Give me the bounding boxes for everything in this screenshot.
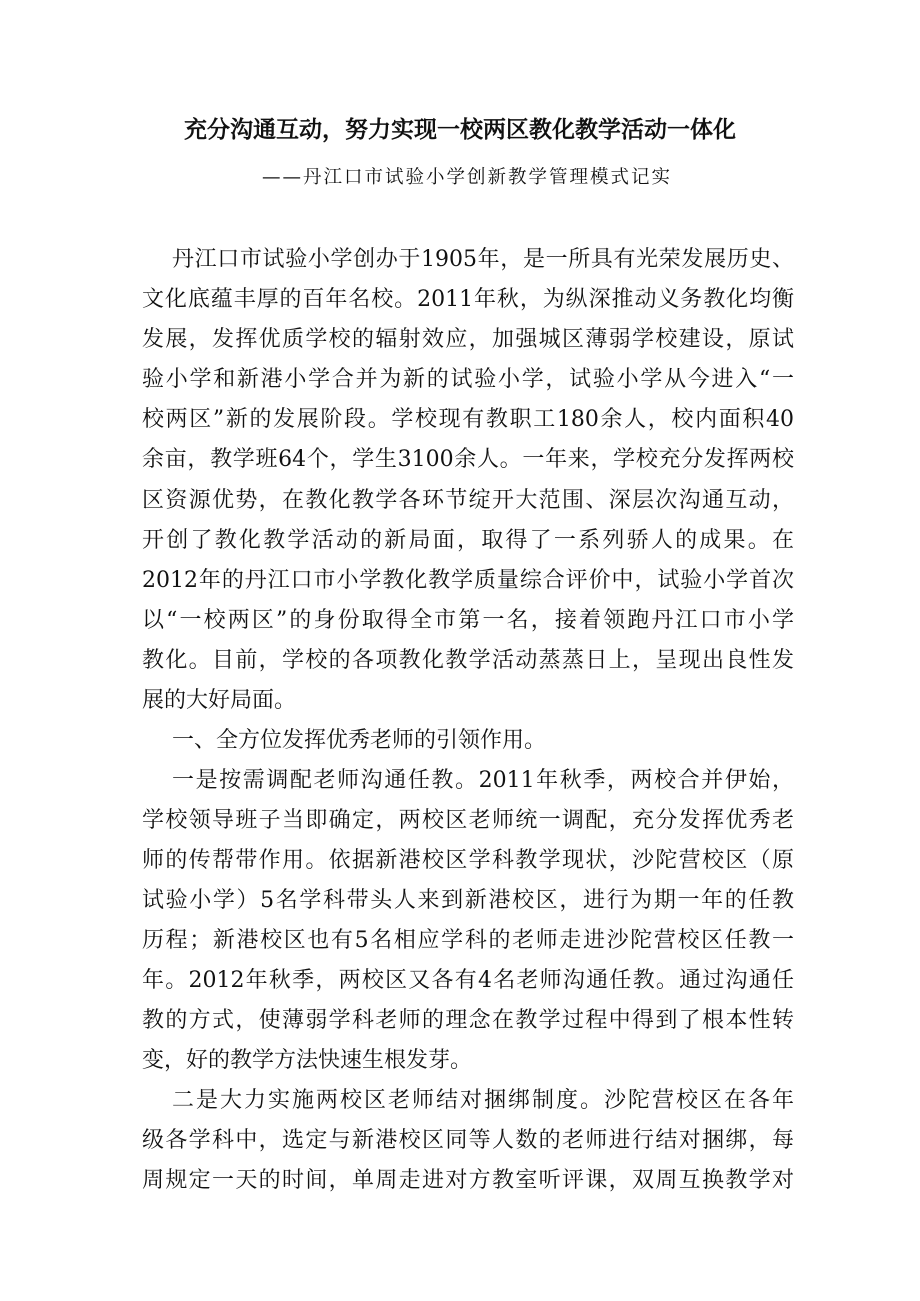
text-line: 一是按需调配老师沟通任教。2011年秋季，两校合并伊始， [172, 768, 794, 793]
text-line: 以“一校两区”的身份取得全市第一名，接着领跑丹江口市小学 [142, 608, 794, 633]
text-line: 发展，发挥优质学校的辐射效应，加强城区薄弱学校建设，原试 [142, 327, 794, 352]
document-subtitle: ——丹江口市试验小学创新教学管理模式记实 [262, 167, 673, 188]
text-line: 验小学和新港小学合并为新的试验小学，试验小学从今进入“一 [142, 367, 794, 392]
text-line: 变，好的教学方法快速生根发芽。 [142, 1048, 473, 1073]
text-line: 历程；新港校区也有5名相应学科的老师走进沙陀营校区任教一 [142, 928, 794, 953]
text-line: 展的大好局面。 [142, 688, 297, 713]
text-line: 教化。目前，学校的各项教化教学活动蒸蒸日上，呈现出良性发 [142, 648, 794, 673]
text-line: 开创了教化教学活动的新局面，取得了一系列骄人的成果。在 [142, 528, 794, 553]
text-line: 试验小学）5名学科带头人来到新港校区，进行为期一年的任教 [142, 888, 794, 913]
text-line: 2012年的丹江口市小学教化教学质量综合评价中，试验小学首次 [142, 568, 794, 593]
text-line: 文化底蕴丰厚的百年名校。2011年秋，为纵深推动义务教化均衡 [142, 287, 794, 312]
text-line: 周规定一天的时间，单周走进对方教室听评课，双周互换教学对 [142, 1168, 794, 1193]
text-line: 二是大力实施两校区老师结对捆绑制度。沙陀营校区在各年 [172, 1088, 794, 1113]
text-line: 教的方式，使薄弱学科老师的理念在教学过程中得到了根本性转 [142, 1008, 794, 1033]
text-line: 年。2012年秋季，两校区又各有4名老师沟通任教。通过沟通任 [142, 968, 794, 993]
text-line: 丹江口市试验小学创办于1905年，是一所具有光荣发展历史、 [172, 247, 794, 272]
text-line: 余亩，教学班64个，学生3100余人。一年来，学校充分发挥两校 [142, 447, 794, 472]
text-line: 校两区”新的发展阶段。学校现有教职工180余人，校内面积40 [142, 407, 794, 432]
text-line: 师的传帮带作用。依据新港校区学科教学现状，沙陀营校区（原 [142, 848, 794, 873]
document-title: 充分沟通互动，努力实现一校两区教化教学活动一体化 [184, 117, 736, 143]
text-line: 级各学科中，选定与新港校区同等人数的老师进行结对捆绑，每 [142, 1128, 794, 1153]
section-heading: 一、全方位发挥优秀老师的引领作用。 [172, 728, 547, 753]
text-line: 区资源优势，在教化教学各环节绽开大范围、深层次沟通互动， [142, 488, 794, 513]
text-line: 学校领导班子当即确定，两校区老师统一调配，充分发挥优秀老 [142, 808, 794, 833]
